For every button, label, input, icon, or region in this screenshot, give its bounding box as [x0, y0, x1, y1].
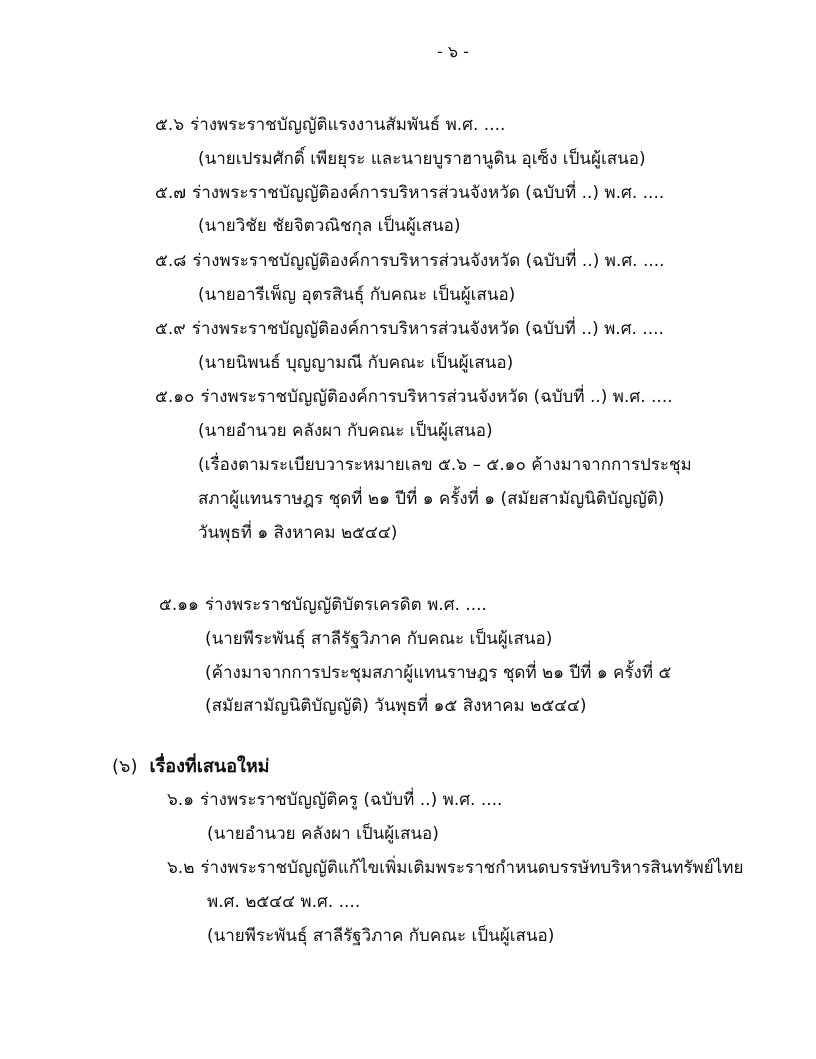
item-proposer: (นายนิพนธ์ บุญญามณี กับคณะ เป็นผู้เสนอ): [198, 353, 514, 373]
item-note: วันพุธที่ ๑ สิงหาคม ๒๕๔๔): [198, 523, 398, 543]
item-title: ร่างพระราชบัญญัติบัตรเครดิต พ.ศ. ....: [204, 595, 487, 615]
item-title: ร่างพระราชบัญญัติองค์การบริหารส่วนจังหวัด (ฉบับที่ ..) พ.ศ. ....: [192, 251, 665, 271]
item-number: ๖.๑: [167, 790, 194, 810]
item-note: (ค้างมาจากการประชุมสภาผู้แทนราษฎร ชุดที่ ๒๑ ปีที่ ๑ ครั้งที่ ๕: [205, 663, 672, 683]
item-title: ร่างพระราชบัญญัติแรงงานสัมพันธ์ พ.ศ. ....: [190, 115, 506, 135]
item-number: ๖.๒: [167, 858, 195, 878]
agenda-item-5-8: [155, 249, 665, 273]
item-proposer: (นายอำนวย คลังผา กับคณะ เป็นผู้เสนอ): [198, 421, 493, 441]
item-title: ร่างพระราชบัญญัติองค์การบริหารส่วนจังหวัด (ฉบับที่ ..) พ.ศ. ....: [200, 387, 673, 407]
item-number: ๕.๘: [155, 251, 187, 271]
item-note: (เรื่องตามระเบียบวาระหมายเลข ๕.๖ – ๕.๑๐ ค้างมาจากการประชุม: [198, 455, 692, 475]
item-number: ๕.๙: [155, 319, 186, 339]
item-proposer: (นายเปรมศักดิ์ เพียยุระ และนายบูราฮานูดิน อุเซ็ง เป็นผู้เสนอ): [198, 149, 646, 169]
page-number: - ๖ -: [437, 42, 469, 61]
agenda-item-6-2: [167, 856, 743, 880]
item-proposer: (นายอำนวย คลังผา เป็นผู้เสนอ): [207, 824, 439, 844]
item-number: ๕.๗: [155, 183, 187, 203]
item-number: ๕.๑๑: [159, 595, 199, 615]
item-number: ๕.๖: [155, 115, 185, 135]
item-note: (สมัยสามัญนิติบัญญัติ) วันพุธที่ ๑๕ สิงหาคม ๒๕๔๔): [205, 696, 587, 716]
item-title: ร่างพระราชบัญญัติองค์การบริหารส่วนจังหวัด (ฉบับที่ ..) พ.ศ. ....: [191, 319, 664, 339]
agenda-item-5-10: [155, 385, 673, 409]
section-title: เรื่องที่เสนอใหม่: [149, 756, 270, 777]
item-proposer: (นายพีระพันธุ์ สาลีรัฐวิภาค กับคณะ เป็นผู้เสนอ): [207, 926, 555, 946]
agenda-item-5-9: [155, 317, 664, 341]
item-proposer: (นายวิชัย ชัยจิตวณิชกุล เป็นผู้เสนอ): [198, 216, 461, 236]
item-title: ร่างพระราชบัญญัติแก้ไขเพิ่มเติมพระราชกำหนดบรรษัทบริหารสินทรัพย์ไทย: [200, 858, 744, 878]
agenda-item-6-1: [167, 788, 502, 812]
item-proposer: (นายอารีเพ็ญ อุตรสินธุ์ กับคณะ เป็นผู้เสนอ): [198, 285, 516, 305]
agenda-item-5-7: [155, 181, 664, 205]
item-proposer: (นายพีระพันธุ์ สาลีรัฐวิภาค กับคณะ เป็นผู้เสนอ): [205, 629, 553, 649]
agenda-item-5-11: [159, 593, 487, 617]
agenda-item-5-6: [155, 113, 505, 137]
item-title: ร่างพระราชบัญญัติองค์การบริหารส่วนจังหวัด (ฉบับที่ ..) พ.ศ. ....: [192, 183, 665, 203]
section-6-heading: [112, 754, 270, 780]
item-title-continued: พ.ศ. ๒๕๔๔ พ.ศ. ....: [207, 892, 361, 912]
item-title: ร่างพระราชบัญญัติครู (ฉบับที่ ..) พ.ศ. ....: [200, 790, 503, 810]
section-number: (๖): [112, 756, 138, 777]
item-number: ๕.๑๐: [155, 387, 195, 407]
item-note: สภาผู้แทนราษฎร ชุดที่ ๒๑ ปีที่ ๑ ครั้งที่ ๑ (สมัยสามัญนิติบัญญัติ): [198, 489, 665, 509]
